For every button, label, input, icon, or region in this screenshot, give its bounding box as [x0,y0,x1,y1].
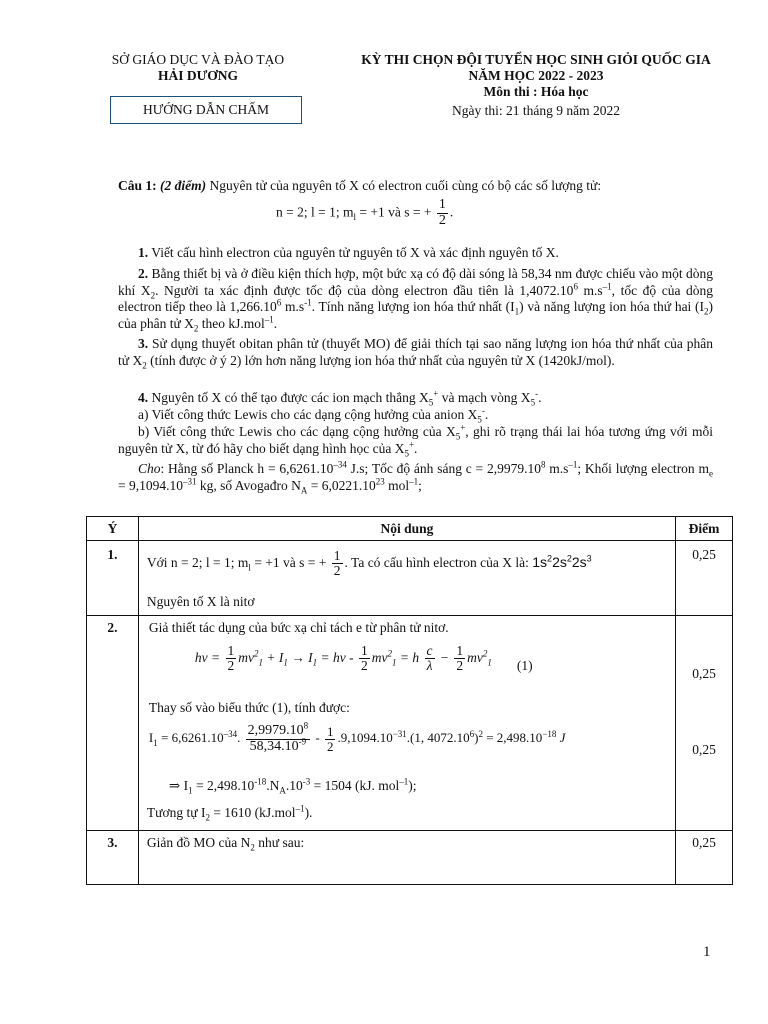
energy-equation: hν = $\frac{1}{2}$ $mv^2_1 + I_1 \to I_1 = h\nu$ - $\frac{1}{2}$ $mv^2_1 = h$ $\frac{c}{\lambda}$ − $\frac{1}{2}$ $mv^2_1$ [194,643,492,674]
item-2: 2. Bằng thiết bị và ở điều kiện thích hợp, một bức xạ có độ dài sóng là 58,34 nm được chiếu vào một dòng khí $X_2$. Người ta xác định được tốc độ của dòng electron đầu tiên là 1,4072.10$^6$ $m.s^{-1}$, tốc độ của dòng electron tiếp theo là 1,266.10$^6$ $m.s^{-1}$. Tính năng lượng ion hóa thứ nhất $(I_1)$ và năng lượng ion hóa thứ hai $(I_2)$ của phân tử $X_2$ theo kJ.mol$^{-1}$. [118,266,714,334]
department-name: SỞ GIÁO DỤC VÀ ĐÀO TẠO HẢI DƯƠNG [111,52,285,83]
table-row [87,616,733,831]
row-number: 2. [87,616,139,831]
row1-line1: Với n = 2; l = 1; $m_l = +1$ và s = + $\frac{1}{2}$ . Ta có cấu hình electron của X là: $1s^22s^22s^3$ [146,548,592,579]
answer-table [86,516,733,885]
item-4: 4. Nguyên tố X có thể tạo được các ion mạch thẳng $X_5^+$ và mạch vòng $X_5^-$. [138,388,542,408]
question-intro: Câu 1: (2 điểm) Nguyên tử của nguyên tố X có electron cuối cùng có bộ các số lượng tử: [118,178,602,193]
row-score: 0,25 [676,541,733,616]
item-1: 1. Viết cấu hình electron của nguyên tử nguyên tố X và xác định nguyên tố X. [138,245,559,260]
exam-date: Ngày thi: 21 tháng 9 năm 2022 [452,103,620,118]
header-score: Điểm [676,517,733,541]
score-2: 0,25 [692,742,716,757]
page-number: 1 [703,944,711,960]
table-row [87,541,733,616]
i1-calculation: $I_1 = 6,6261.10^{-34}$. $\frac{2,9979.10^8}{58,34.10^{-9}}$ - $\frac{1}{2}$ $.9,1094.10^{-31}.(1$, $4072.10^6)^2 = 2,498.10^{-18}$ J [148,720,566,754]
item-4a: a) Viết công thức Lewis cho các dạng cộng hưởng của anion $X_5^-$. [138,405,489,425]
row-number: 1. [87,541,139,616]
row2-assumption: Giả thiết tác dụng của bức xạ chỉ tách e từ phân tử nitơ. [148,620,449,635]
equation-number: (1) [516,658,533,673]
row2-substitute: Thay số vào biểu thức (1), tính được: [148,700,350,715]
header-y: Ý [87,517,139,541]
row-content [138,541,675,616]
i2-result: Tương tự $I_2 = 1610$ (kJ.mol$^{-1}$). [146,803,313,823]
row-content: Giản đồ MO của $N_2$ như sau: [138,831,675,885]
row-number: 3. [87,831,139,885]
table-header-row [87,517,733,541]
header-content: Nội dung [138,517,675,541]
item-4b: b) Viết công thức Lewis cho các dạng cộng hưởng của $X_5^+$, ghi rõ trạng thái lai hóa tương ứng với mỗi nguyên tử X, từ đó hãy cho biết dạng hình học của $X_5^+$. [118,422,713,459]
given-constants: Cho: Hằng số Planck $h = 6,6261.10^{-34}$ J.s; Tốc độ ánh sáng $c = 2,9979.10^8$ $m.s^{-1}$; Khối lượng electron $m_e = 9,1094.10^{-31}$ kg, số Avogađro $N_A = 6,0221.10^{23}$ mol$^{-1}$; [118,459,713,496]
table-row [87,831,733,885]
item-3: 3. Sử dụng thuyết obitan phân tử (thuyết MO) để giải thích tại sao năng lượng ion hóa thứ nhất của phân tử $X_2$ (tính được ở ý 2) lớn hơn năng lượng ion hóa thứ nhất của nguyên tử X (1420kJ/mol). [118,336,713,371]
row-score [676,616,733,831]
row1-line2: Nguyên tố X là nitơ [146,594,255,609]
row-score: 0,25 [676,831,733,885]
i1-result: ⇒ $I_1 = 2,498.10^{-18}.N_A.10^{-3} = 1504$ (kJ. mol$^{-1}$); [168,776,417,796]
exam-title: KỲ THI CHỌN ĐỘI TUYỂN HỌC SINH GIỎI QUỐC GIA NĂM HỌC 2022 - 2023 Môn thi : Hóa học [361,52,711,99]
score-1: 0,25 [692,666,716,681]
quantum-numbers: n = 2; l = 1; $m_l = +1$ và s = + $\frac{1}{2}$ . [276,197,454,228]
row-content [138,616,675,831]
grading-guide-box: HƯỚNG DẪN CHẤM [110,96,302,124]
